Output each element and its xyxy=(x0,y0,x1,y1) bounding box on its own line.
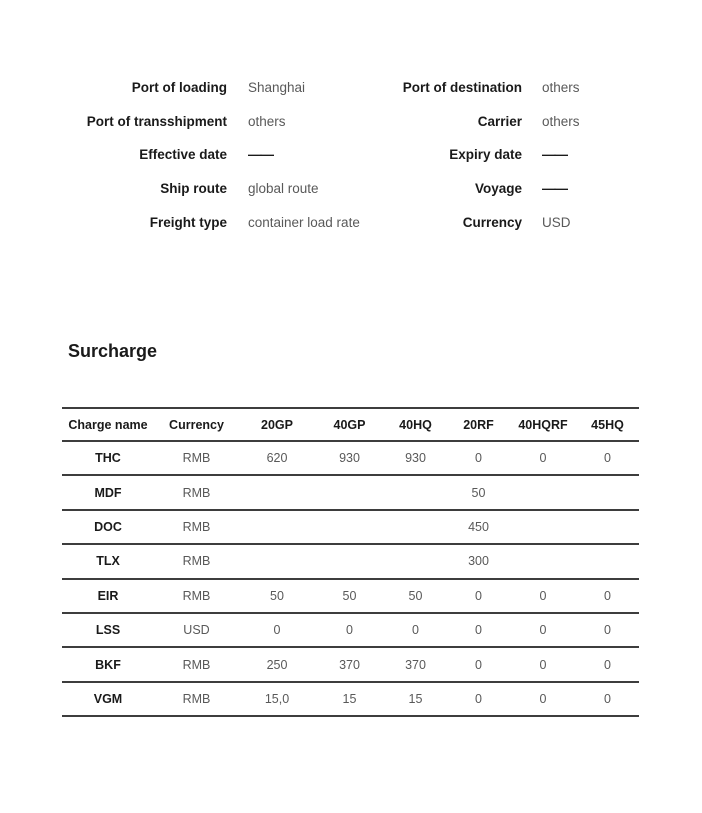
form-row xyxy=(0,138,702,172)
currency-cell: RMB xyxy=(182,691,211,706)
rate-cell: 50 xyxy=(270,588,284,603)
port-of-loading-value: Shanghai xyxy=(248,80,306,96)
rate-cell: 0 xyxy=(604,588,611,603)
rate-cell xyxy=(576,510,639,544)
surcharge-row-doc xyxy=(62,510,639,544)
charge-name-cell: TLX xyxy=(96,554,120,569)
rate-cell: 250 xyxy=(266,657,288,672)
voyage-value: —— xyxy=(542,181,567,197)
currency-cell: RMB xyxy=(182,519,211,534)
rate-cell xyxy=(239,510,315,544)
surcharge-row-eir xyxy=(62,579,639,613)
port-of-destination-value: others xyxy=(542,80,580,96)
rate-cell: 0 xyxy=(539,588,547,603)
charge-name-cell: BKF xyxy=(95,657,121,672)
rate-cell xyxy=(239,475,315,509)
rate-cell: 50 xyxy=(342,588,357,603)
rate-cell: 15 xyxy=(342,691,357,706)
header-40hq: 40HQ xyxy=(399,417,432,432)
currency-label: Currency xyxy=(462,214,522,230)
surcharge-row-lss xyxy=(62,613,639,647)
shipment-info-form xyxy=(0,71,702,239)
rate-cell: 300 xyxy=(468,554,489,569)
rate-cell: 0 xyxy=(346,623,353,638)
header-45hq: 45HQ xyxy=(591,417,624,432)
surcharge-row-vgm xyxy=(62,682,639,716)
rate-cell: 15 xyxy=(408,691,423,706)
effective-date-label: Effective date xyxy=(139,147,227,163)
currency-cell: RMB xyxy=(182,451,211,466)
port-of-loading-label: Port of loading xyxy=(131,80,227,96)
table-header-row xyxy=(62,408,639,441)
currency-cell: USD xyxy=(183,623,210,638)
surcharge-section-title: Surcharge xyxy=(68,341,158,361)
rate-cell: 0 xyxy=(475,657,482,672)
charge-name-cell: EIR xyxy=(97,588,119,603)
rate-cell: 0 xyxy=(604,623,611,638)
rate-cell: 930 xyxy=(405,451,426,466)
header-currency: Currency xyxy=(169,417,224,432)
header-charge-name: Charge name xyxy=(68,417,148,432)
rate-cell xyxy=(510,475,576,509)
currency-value: USD xyxy=(542,214,571,230)
rate-cell xyxy=(239,544,315,578)
rate-cell xyxy=(384,510,447,544)
rate-cell xyxy=(576,475,639,509)
rate-cell: 620 xyxy=(266,451,288,466)
rate-cell: 15,0 xyxy=(264,691,290,706)
currency-cell: RMB xyxy=(182,588,211,603)
rate-cell: 370 xyxy=(339,657,360,672)
rate-cell: 50 xyxy=(408,588,423,603)
rate-cell: 370 xyxy=(405,657,426,672)
carrier-label: Carrier xyxy=(477,113,522,129)
currency-cell: RMB xyxy=(182,657,211,672)
header-40gp: 40GP xyxy=(333,417,366,432)
voyage-label: Voyage xyxy=(474,181,522,197)
rate-cell xyxy=(576,544,639,578)
port-of-transshipment-label: Port of transshipment xyxy=(86,113,227,129)
header-40hqrf: 40HQRF xyxy=(518,417,568,432)
freight-type-value: container load rate xyxy=(248,214,360,230)
rate-cell: 0 xyxy=(539,623,547,638)
rate-cell: 0 xyxy=(475,588,482,603)
header-20gp: 20GP xyxy=(261,417,293,432)
rate-cell: 0 xyxy=(273,623,281,638)
rate-cell xyxy=(315,510,384,544)
surcharge-table xyxy=(62,407,639,717)
rate-cell: 0 xyxy=(475,623,482,638)
surcharge-row-mdf xyxy=(62,475,639,509)
rate-cell: 0 xyxy=(604,657,611,672)
form-row xyxy=(0,205,702,239)
rate-cell: 0 xyxy=(475,691,482,706)
rate-cell: 0 xyxy=(475,451,482,466)
rate-cell: 0 xyxy=(539,691,547,706)
rate-cell xyxy=(315,544,384,578)
port-of-transshipment-value: others xyxy=(248,113,286,129)
rate-cell: 930 xyxy=(339,451,360,466)
form-row xyxy=(0,105,702,139)
form-row xyxy=(0,71,702,105)
charge-name-cell: DOC xyxy=(94,519,122,534)
charge-name-cell: THC xyxy=(95,451,121,466)
rate-cell: 450 xyxy=(468,519,489,534)
form-row xyxy=(0,172,702,206)
expiry-date-label: Expiry date xyxy=(449,147,522,163)
rate-cell: 0 xyxy=(539,451,547,466)
port-of-destination-label: Port of destination xyxy=(402,80,522,96)
rate-cell: 50 xyxy=(471,485,486,500)
surcharge-row-thc xyxy=(62,441,639,475)
currency-cell: RMB xyxy=(182,485,211,500)
rate-cell xyxy=(315,475,384,509)
rate-cell: 0 xyxy=(604,691,611,706)
rate-cell xyxy=(510,544,576,578)
header-20rf: 20RF xyxy=(463,417,494,432)
currency-cell: RMB xyxy=(182,554,211,569)
rate-cell xyxy=(384,544,447,578)
ship-route-label: Ship route xyxy=(160,181,227,197)
charge-name-cell: MDF xyxy=(94,485,122,500)
rate-cell xyxy=(384,475,447,509)
ship-route-value: global route xyxy=(248,181,319,197)
rate-cell: 0 xyxy=(539,657,547,672)
effective-date-value: —— xyxy=(248,147,273,163)
expiry-date-value: —— xyxy=(542,147,567,163)
rate-cell xyxy=(510,510,576,544)
surcharge-row-tlx xyxy=(62,544,639,578)
rate-cell: 0 xyxy=(604,451,611,466)
surcharge-row-bkf xyxy=(62,647,639,681)
carrier-value: others xyxy=(542,113,580,129)
charge-name-cell: LSS xyxy=(95,623,121,638)
freight-type-label: Freight type xyxy=(149,214,227,230)
rate-cell: 0 xyxy=(412,623,419,638)
charge-name-cell: VGM xyxy=(93,691,123,706)
